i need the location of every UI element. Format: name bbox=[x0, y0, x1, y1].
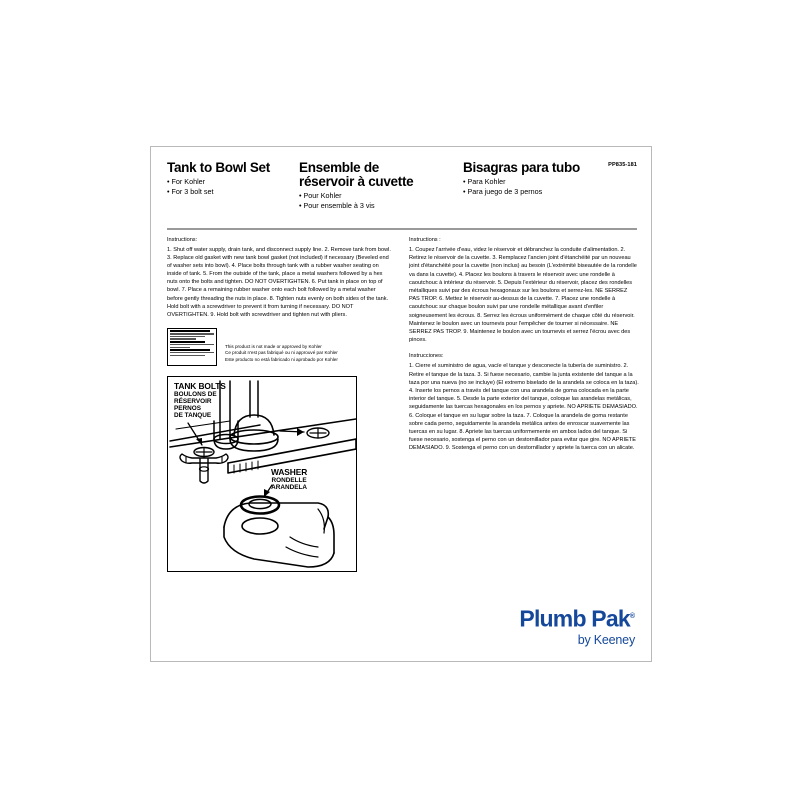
washer-en: WASHER bbox=[271, 466, 308, 477]
instructions-text-english: 1. Shut off water supply, drain tank, and disconnect supply line. 2. Remove tank from bowl. 3. Replace old gasket with new tank bowl gasket (not included) if necessary (Beveled end of washer sets into bowl). 4. Place bolts through tank with a rubber washer seating on inside of tank. 5. From the outside of the tank, place a metal washers followed by a hex nuts onto the bolts and tighten. DO NOT OVERTIGHTEN. 6. Put tank in place on top of bowl. 7. Place a remaining rubber washer onto each bolt followed by a metal washer before gently threading the nuts in place. 8. Tighten nuts evenly on both sides of the tank. Hold bolt with a screwdriver to prevent it from turning if necessary. DO NOT OVERTIGHTEN. 9. Hold bolt with screwdriver and tighten nut with pliers. bbox=[167, 247, 391, 318]
tank-bolts-en: TANK BOLTS bbox=[174, 380, 226, 391]
left-column bbox=[167, 237, 391, 574]
tank-bolts-fr-2: RÉSERVOIR bbox=[174, 398, 212, 406]
tank-bolts-es-2: DE TANQUE bbox=[174, 412, 212, 420]
bullet-fr-1: • Pour ensemble à 3 vis bbox=[299, 201, 375, 210]
bullets-french bbox=[299, 191, 457, 211]
header-column-english bbox=[167, 161, 299, 197]
header-column-french bbox=[299, 161, 457, 211]
bullet-es-0: • Para Kohler bbox=[463, 177, 506, 186]
header-divider bbox=[167, 228, 637, 230]
disclaimer-french: Ce produit n'est pas fabriqué ou ni approuvé par Kohler bbox=[225, 350, 338, 356]
label-body bbox=[151, 237, 651, 661]
warning-row bbox=[167, 328, 391, 368]
right-column bbox=[409, 237, 639, 453]
instructions-heading-french: Instructions : bbox=[409, 237, 441, 243]
product-code: PP835-181 bbox=[608, 162, 637, 168]
washer-es: ARANDELA bbox=[271, 484, 308, 492]
warning-notice-box bbox=[167, 328, 217, 366]
header-column-spanish bbox=[463, 161, 603, 197]
bullets-english bbox=[167, 177, 299, 197]
bullets-spanish bbox=[463, 177, 603, 197]
title-spanish: Bisagras para tubo bbox=[463, 160, 580, 175]
title-french-line2: réservoir à cuvette bbox=[299, 174, 414, 189]
label-header bbox=[151, 147, 651, 225]
bullet-es-1: • Para juego de 3 pernos bbox=[463, 187, 543, 196]
logo-tagline: by Keeney bbox=[577, 633, 635, 647]
bullet-en-0: • For Kohler bbox=[167, 177, 206, 186]
instructions-text-spanish: 1. Cierre el suministro de agua, vacíe el tanque y desconecte la tubería de suministro. 2. Retire el tanque de la taza. 3. Si fuese necesario, cambie la junta existente del tanque a la taza por una nueva (no se incluye) (El extremo biselado de la arandela se coloca en la taza). 4. Inserte los pernos a través del tanque con una arandela de goma colocada en la parte interior del tanque. 5. Desde la parte exterior del tanque, coloque las arandelas metálicas, seguidamente las tuercas hexagonales en los pernos y apriete. NO APRIETE DEMASIADO. 6. Coloque el tanque en su lugar sobre la taza. 7. Coloque la arandela de goma restante sobre cada perno, seguidamente la arandela metálica antes de enroscar suavemente las tuercas en su lugar. 8. Apriete las tuercas uniformemente en ambos lados del tanque. Si fuese necesario, sostenga el perno con un destornillador para evitar que gire. NO APRIETE DEMASIADO. 9. Sostenga el perno con un destornillador y apriete la tuerca con un alicate. bbox=[409, 363, 639, 452]
plumb-pak-logo bbox=[519, 605, 635, 647]
bullet-en-1: • For 3 bolt set bbox=[167, 187, 214, 196]
instructions-heading-english: Instructions: bbox=[167, 237, 198, 243]
logo-brand bbox=[519, 605, 635, 631]
bullet-fr-0: • Pour Kohler bbox=[299, 191, 342, 200]
diagram-wrapper bbox=[167, 376, 391, 574]
instructions-heading-spanish: Instrucciones: bbox=[409, 353, 444, 360]
disclaimer-english: This product is not made or approved by Kohler bbox=[225, 343, 322, 349]
kohler-disclaimer bbox=[225, 344, 338, 363]
title-english: Tank to Bowl Set bbox=[167, 160, 270, 175]
registered-trademark-icon: ® bbox=[629, 613, 635, 621]
logo-brand-text: Plumb Pak bbox=[519, 606, 630, 632]
title-french-line1: Ensemble de bbox=[299, 160, 379, 175]
washer-fr: RONDELLE bbox=[271, 476, 307, 484]
diagram-label-tank-bolts bbox=[174, 382, 226, 420]
product-label-card bbox=[150, 146, 652, 662]
disclaimer-spanish: Este producto no está fabricado ni aprobado por Kohler bbox=[225, 356, 338, 362]
instructions-text-french: 1. Coupez l'arrivée d'eau, videz le réservoir et débranchez la conduite d'alimentation. 2. Retirez le réservoir de la cuvette. 3. Remplacez l'ancien joint d'étanchéité par un nouveau joint d'étanchéité pour la cuvette (non inclus) au besoin (L'extrémité biseautée de la rondelle va dans la cuvette). 4. Placez les boulons à travers le réservoir avec une rondelle à caoutchouc à intérieur du réservoir. 5. Depuis l'extérieur du réservoir, placez des rondelles métalliques suivi par des écrous hexagonaux sur les boulons et serrez-les. NE SERREZ PAS TROP. 6. Mettez le réservoir au-dessus de la cuvette. 7. Placez une rondelle à caoutchouc sur chaque boulon suivi par une rondelle métallique avant d'enfiler soigneusement les écrous. 8. Serrez les écrous uniformément de chaque côté du réservoir. Maintenez le boulon avec un tournevis pour l'empêcher de tourner si nécessaire. NE SERREZ PAS TROP. 9. Maintenez le boulon avec un tournevis et serrez l'écrou avec des pinces. bbox=[409, 247, 637, 344]
diagram-label-washer bbox=[271, 468, 307, 491]
tank-bolts-fr-1: BOULONS DE bbox=[174, 390, 217, 398]
tank-bolts-es-1: PERNOS bbox=[174, 405, 201, 413]
